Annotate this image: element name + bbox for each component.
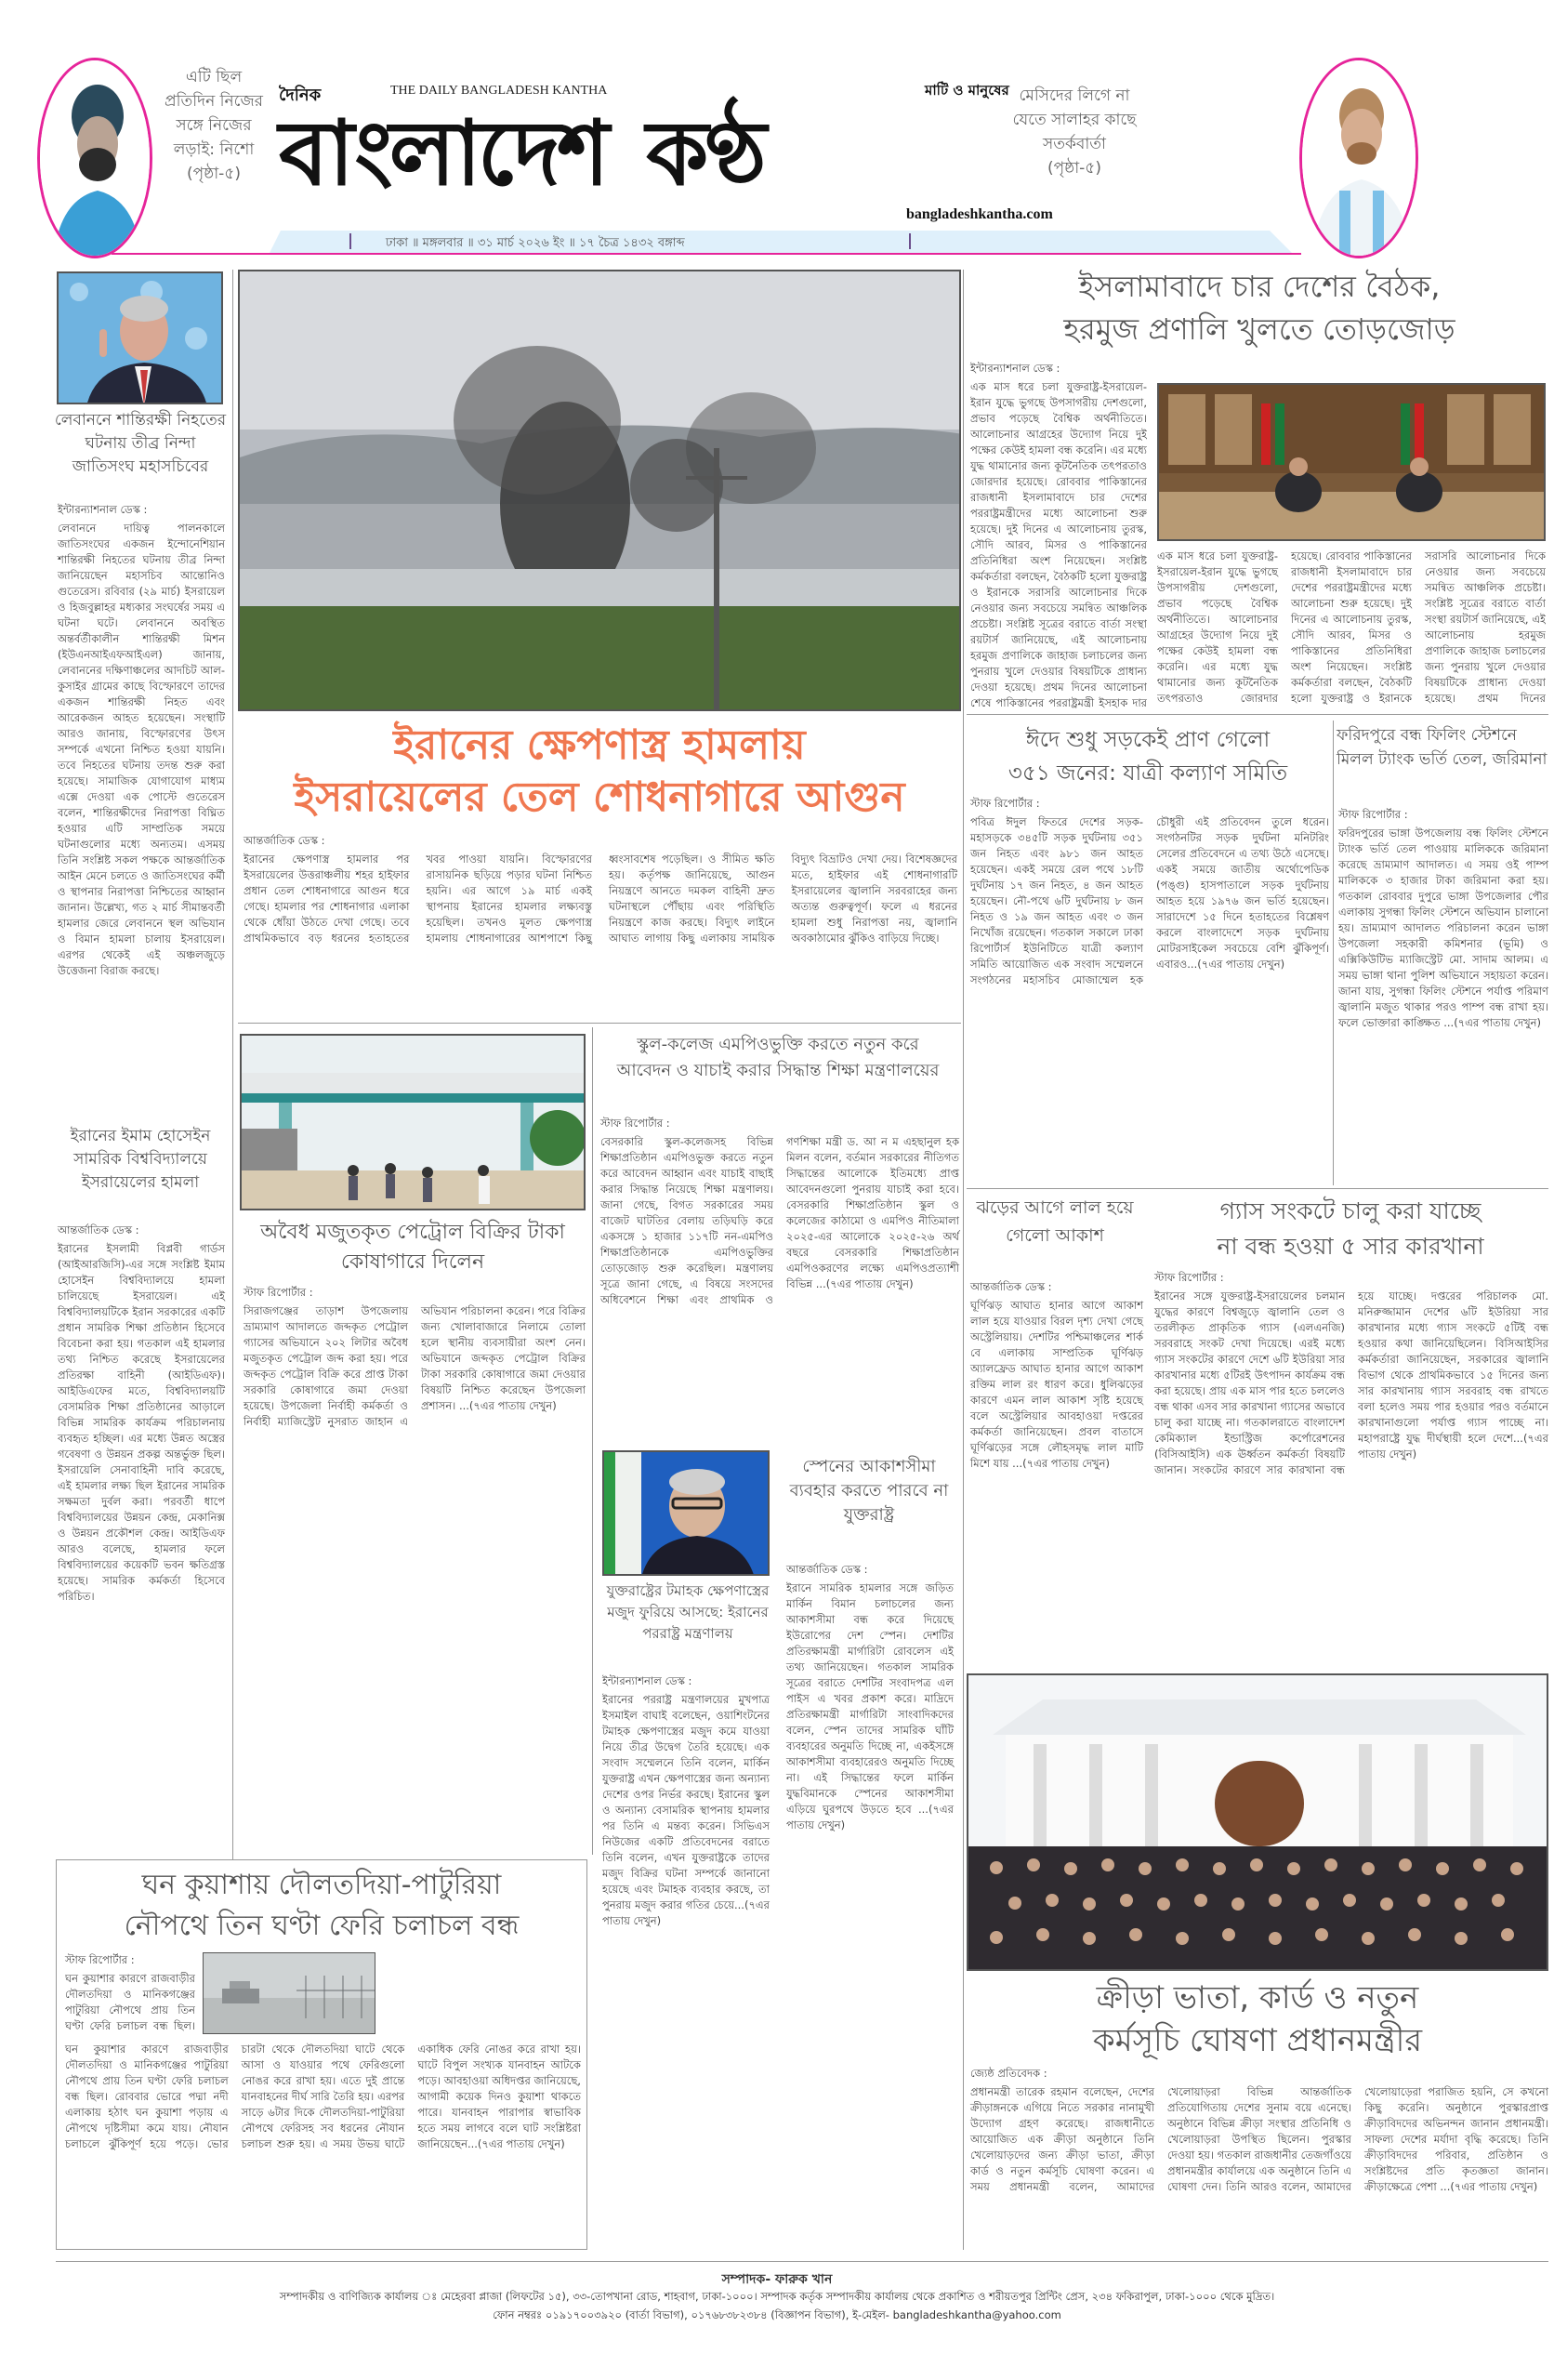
- islamabad-body-col1-text: এক মাস ধরে চলা যুক্তরাষ্ট্র-ইসরায়েল-ইরান যুদ্ধে ভুগছে উপসাগরীয় দেশগুলো, প্রভাব পড়েছে বৈশ্বিক অর্থনীতিতে। আলোচনার আগ্রহের উদ্যোগ নিয়ে দুই পক্ষের কেউই হামলা বন্ধ করেনি। এর মধ্যে যুদ্ধ থামানোর জন্য কূটনৈতিক তৎপরতাও জোরদার হয়েছে। রোববার পাকিস্তানের রাজধানী ইসলামাবাদে চার দেশের পররাষ্ট্রমন্ত্রীদের মধ্যে আলোচনা শুরু হয়েছে। দুই দিনের এ আলোচনায় তুরস্ক, সৌদি আরব, মিসর ও পাকিস্তানের প্রতিনিধিরা অংশ নিয়েছেন। সংশ্লিষ্ট কর্মকর্তারা বলছেন, বৈঠকটি হলো যুক্তরাষ্ট্র ও ইরানকে সরাসরি আলোচনার দিকে নেওয়ার জন্য সবচেয়ে সমন্বিত আঞ্চলিক প্রচেষ্টা। সংশ্লিষ্ট সূত্রের বরাতে বার্তা সংস্থা রয়টার্স জানিয়েছে, এই আলোচনায় হরমুজ প্রণালিকে জাহাজ চলাচলের জন্য পুনরায় খুলে দেওয়ার বিষয়টিকে প্রাধান্য দেওয়া হয়েছে। প্রথম দিনের আলোচনা শেষে পাকিস্তানের পররাষ্ট্রমন্ত্রী ইসহাক দার: [970, 380, 1147, 709]
- storm-body: ঘূর্ণিঝড় আঘাত হানার আগে আকাশ লাল হয়ে যাওয়ার বিরল দৃশ্য দেখা গেছে অস্ট্রেলিয়ায়। দেশটির পশ্চিমাঞ্চলের শার্ক বে এলাকায় সাম্প্রতিক ঘূর্ণিঝড় অ্যালফ্রেড আঘাত হানার আগে আকাশ রক্তিম লাল রং ধারণ করে। ধুলিঝড়ের কারণে এমন লাল আকাশ সৃষ্টি হয়েছে বলে অস্ট্রেলিয়ার আবহাওয়া দপ্তরের কর্মকর্তা জানিয়েছেন। প্রবল বাতাসে ঘূর্ণিঝড়ের সঙ্গে লৌহসমৃদ্ধ লাল মাটি মিশে যায় ...(৭এর পাতায় দেখুন): [970, 1299, 1143, 1470]
- lead-headline-line2: ইসরায়েলের তেল শোধনাগারে আগুন: [294, 774, 905, 821]
- lead-byline: আন্তর্জাতিক ডেস্ক :: [244, 834, 325, 847]
- sports-byline: জ্যেষ্ঠ প্রতিবেদক :: [970, 2067, 1047, 2080]
- spain-body: ইরানে সামরিক হামলার সঙ্গে জড়িত মার্কিন বিমান চলাচলের জন্য আকাশসীমা বন্ধ করে দিয়েছে ইউরোপের দেশ স্পেন। দেশটির প্রতিরক্ষামন্ত্রী মার্গারিটা রোবলেস এই তথ্য জানিয়েছেন। গতকাল সামরিক সূত্রের বরাতে দেশটির সংবাদপত্র এল পাইস এ খবর প্রকাশ করে। মাদ্রিদে প্রতিরক্ষামন্ত্রী মার্গারিটা সাংবাদিকদের বলেন, স্পেন তাদের সামরিক ঘাঁটি ব্যবহারের অনুমতি দিচ্ছে না, একইসঙ্গে আকাশসীমা ব্যবহারেরও অনুমতি দিচ্ছে না। এই সিদ্ধান্তের ফলে মার্কিন যুদ্ধবিমানকে স্পেনের আকাশসীমা এড়িয়ে ঘুরপথে উড়তে হবে ...(৭এর পাতায় দেখুন): [786, 1581, 954, 1831]
- smoke-over-refinery-photo-icon: [240, 271, 961, 711]
- column-divider: [232, 270, 233, 1859]
- ferry-in-fog-photo-icon: [204, 1953, 375, 2034]
- tomahawk-body: ইরানের পররাষ্ট্র মন্ত্রণালয়ের মুখপাত্র ইসমাইল বাঘাই বলেছেন, ওয়াশিংটনের টমাহক ক্ষেপণাস্ত্রের মজুদ কমে যাওয়া নিয়ে তীব্র উদ্বেগ তৈরি হয়েছে। এক সংবাদ সম্মেলনে তিনি বলেন, মার্কিন যুক্তরাষ্ট্র এখন ক্ষেপণাস্ত্রের জন্য অন্যান্য দেশের ওপর নির্ভর করছে। ইরানের স্কুল ও অন্যান্য বেসামরিক স্থাপনায় হামলার পর তিনি এ মন্তব্য করেন। সিভিএস নিউজের একটি প্রতিবেদনের বরাতে তিনি বলেন, এখন যুক্তরাষ্ট্রকে তাদের মজুদ বিক্রির ঘটনা সম্পর্কে জানানো হয়েছে এবং টমাহক ব্যবহার করছে, তা পুনরায় মজুদ করার গতির চেয়ে...(৭এর পাতায় দেখুন): [602, 1693, 770, 1927]
- mpo-body: [600, 1134, 959, 1308]
- fog-headline[interactable]: [58, 1865, 586, 1947]
- fog-headline-line1: ঘন কুয়াশায় দৌলতদিয়া-পাটুরিয়া: [141, 1869, 502, 1901]
- islamabad-body-col1: [970, 379, 1147, 711]
- teaser-photo-left[interactable]: [37, 58, 152, 258]
- lead-bottom-rule: [238, 1023, 961, 1024]
- lead-photo-refinery-fire[interactable]: [238, 270, 961, 711]
- eid-body: [970, 814, 1329, 988]
- iran-foreign-ministry-spokesman-photo-icon: [604, 1452, 770, 1576]
- sports-headline-line1: ক্রীড়া ভাতা, কার্ড ও নতুন: [1096, 1979, 1419, 2016]
- gas-body: [1154, 1289, 1548, 1478]
- gas-byline: স্টাফ রিপোর্টার :: [1154, 1271, 1224, 1284]
- teaser-left-page: (পৃষ্ঠা-৫): [187, 165, 241, 183]
- islamabad-body-cols: [1157, 549, 1546, 707]
- imam-headline[interactable]: ইরানের ইমাম হোসেইন সামরিক বিশ্ববিদ্যালয়ে ইসরায়েলের হামলা: [70, 1127, 211, 1192]
- mpo-headline-line2: আবেদন ও যাচাই করার সিদ্ধান্ত শিক্ষা মন্ত্রণালয়ের: [616, 1061, 940, 1080]
- iran-spokesman-photo[interactable]: [602, 1450, 770, 1576]
- lebanon-body: লেবাননে দায়িত্ব পালনকালে জাতিসংঘের একজন ইন্দোনেশিয়ান শান্তিরক্ষী নিহতের ঘটনায় তীব্র নিন্দা জানিয়েছেন মহাসচিব আন্তোনিও গুতেরেস। রবিবার (২৯ মার্চ) ইসরায়েল ও হিজবুল্লাহর মধ্যকার সংঘর্ষের সময় এ ঘটনা ঘটে। লেবাননে অবস্থিত অন্তর্বর্তীকালীন শান্তিরক্ষী মিশন (ইউএনআইএফআইএল) জানায়, লেবাননের দক্ষিণাঞ্চলের আদচিট আল-কুসাইর গ্রামের কাছে বিস্ফোরণে তাদের একজন শান্তিরক্ষী নিহত এবং আরেকজন আহত হয়েছেন। সংস্থাটি আরও জানায়, বিস্ফোরণের উৎস সম্পর্কে এখনো নিশ্চিত হওয়া যায়নি। তবে নিহতের ঘটনায় তদন্ত শুরু করা হয়েছে। সামাজিক যোগাযোগ মাধ্যম এক্সে দেওয়া এক পোস্টে গুতেরেস বলেন, শান্তিরক্ষীদের নিরাপত্তা বিঘ্নিত হওয়ার এটি সাম্প্রতিক সময়ে ঘটনাগুলোর মধ্যে অন্যতম। এসময় তিনি সংশ্লিষ্ট সকল পক্ষকে আন্তর্জাতিক আইন মেনে চলতে ও জাতিসংঘের কর্মী ও স্থাপনার নিরাপত্তা নিশ্চিতের আহ্বান জানান। উল্লেখ্য, গত ২ মার্চ সীমান্তবর্তী হামলার জেরে লেবাননে স্থল অভিযান ও বিমান হামলা চালায় ইসরায়েল। এরপর থেকেই এই অঞ্চলজুড়ে উত্তেজনা বিরাজ করছে।: [58, 522, 225, 977]
- mpo-body-text: বেসরকারি স্কুল-কলেজসহ বিভিন্ন শিক্ষাপ্রতিষ্ঠান এমপিওভুক্ত করতে নতুন করে আবেদন আহ্বান এবং যাচাই বাছাই করার সিদ্ধান্ত নিয়েছে শিক্ষা মন্ত্রণালয়। জানা গেছে, বিগত সরকারের সময় বাজেট ঘাটতির বেলায় তড়িঘড়ি করে একসঙ্গে ১ হাজার ১১৭টি নন-এমপিও শিক্ষাপ্রতিষ্ঠানকে এমপিওভুক্তির তোড়জোড় শুরু করেছিল। মন্ত্রণালয় সূত্রে জানা গেছে, এ বিষয়ে সংসদের অধিবেশনে শিক্ষা এবং প্রাথমিক ও গণশিক্ষা মন্ত্রী ড. আ ন ম এহছানুল হক মিলন বলেন, বর্তমান সরকারের নীতিগত সিদ্ধান্তের আলোকে ইতিমধ্যে প্রাপ্ত আবেদনগুলো পুনরায় যাচাই করা হবে। বেসরকারি শিক্ষাপ্রতিষ্ঠান স্কুল ও কলেজের কাঠামো ও এমপিও নীতিমালা ২০২৫-এর আলোকে ২০২৫-২৬ অর্থ বছরে বেসরকারি শিক্ষাপ্রতিষ্ঠান এমপিওকরণের লক্ষ্যে এমপিওপ্রত্যাশী বিভিন্ন ...(৭এর পাতায় দেখুন): [600, 1135, 959, 1306]
- teaser-right[interactable]: [1009, 84, 1139, 180]
- lebanon-byline: ইন্টারন্যাশনাল ডেস্ক :: [58, 503, 148, 516]
- masthead-website[interactable]: bangladeshkantha.com: [906, 206, 1053, 222]
- teaser-left-text: এটি ছিল প্রতিদিন নিজের সঙ্গে নিজের লড়াই: নিশো: [164, 68, 264, 159]
- fog-body-col1: [65, 1971, 195, 2034]
- spain-headline[interactable]: স্পেনের আকাশসীমা ব্যবহার করতে পারবে না যুক্তরাষ্ট্র: [789, 1457, 949, 1525]
- gas-headline[interactable]: [1151, 1194, 1550, 1264]
- sports-headline-line2: কর্মসূচি ঘোষণা প্রধানমন্ত্রীর: [1092, 2022, 1423, 2059]
- teaser-right-text: মেসিদের লিগে না যেতে সালাহর কাছে সতর্কবার্তা: [1012, 86, 1137, 153]
- date-band-divider-right: [909, 233, 911, 249]
- sports-body-text: প্রধানমন্ত্রী তারেক রহমান বলেছেন, দেশের ক্রীড়াঙ্গনকে এগিয়ে নিতে সরকার নানামুখী উদ্যোগ গ্রহণ করেছে। রাজধানীতে আয়োজিত এক ক্রীড়া অনুষ্ঠানে তিনি খেলোয়াড়দের জন্য ক্রীড়া ভাতা, ক্রীড়া কার্ড ও নতুন কর্মসূচি ঘোষণা করেন। এ সময় প্রধানমন্ত্রী বলেন, আমাদের খেলোয়াড়রা বিভিন্ন আন্তর্জাতিক প্রতিযোগিতায় দেশের সুনাম বয়ে এনেছে। অনুষ্ঠানে বিভিন্ন ক্রীড়া সংস্থার প্রতিনিধি ও খেলোয়াড়রা উপস্থিত ছিলেন। পুরস্কার দেওয়া হয়। গতকাল রাজধানীর তেজগাঁওয়ে প্রধানমন্ত্রীর কার্যালয়ে এক অনুষ্ঠানে তিনি এ ঘোষণা দেন। তিনি আরও বলেন, আমাদের খেলোয়াড়েরা পরাজিত হয়নি, সে কখনো কিছু করেনি। অনুষ্ঠানে পুরস্কারপ্রাপ্ত ক্রীড়াবিদদের অভিনন্দন জানান প্রধানমন্ত্রী। সাফল্য দেশের মর্যাদা বৃদ্ধি করেছে। তিনি ক্রীড়াবিদদের পরিবার, প্রতিষ্ঠান ও সংশ্লিষ্টদের প্রতি কৃতজ্ঞতা জানান। ক্রীড়াক্ষেত্রে পেশা ...(৭এর পাতায় দেখুন): [970, 2085, 1548, 2193]
- fog-body-main: [65, 2042, 581, 2152]
- mpo-byline: স্টাফ রিপোর্টার :: [600, 1117, 670, 1130]
- islamabad-headline-line2: হরমুজ প্রণালি খুলতে তোড়জোড়: [1063, 311, 1455, 347]
- petrol-station-photo[interactable]: [240, 1034, 586, 1210]
- teaser-right-page: (পৃষ্ঠা-৫): [1047, 159, 1101, 178]
- dateline: ঢাকা ॥ মঙ্গলবার ॥ ৩১ মার্চ ২০২৬ ইং ॥ ১৭ চৈত্র ১৪৩২ বঙ্গাব্দ: [386, 236, 685, 250]
- sports-ceremony-photo[interactable]: [967, 1673, 1548, 1971]
- gas-body-text: ইরানের সঙ্গে যুক্তরাষ্ট্র-ইসরায়েলের চলমান যুদ্ধের কারণে বিশ্বজুড়ে জ্বালানি তেল ও তরলীকৃত প্রাকৃতিক গ্যাস (এলএনজি) সরবরাহে সংকট দেখা দিয়েছে। এরই মধ্যে গ্যাস সংকটের কারণে দেশে ৬টি ইউরিয়া সার কারখানার মধ্যে ৫টিরই উৎপাদন কার্যক্রম বন্ধ করা হয়েছে। প্রায় এক মাস পার হতে চললেও বন্ধ থাকা এসব সার কারখানা গ্যাসের অভাবে চালু করা যাচ্ছে না। গতকালরাতে বাংলাদেশ কেমিক্যাল ইন্ডাস্ট্রিজ কর্পোরেশনের (বিসিআইসি) এক ঊর্ধ্বতন কর্মকর্তা বিষয়টি জানান। সংকটের কারণে সার কারখানা বন্ধ হয়ে যাচ্ছে। দপ্তরের পরিচালক মো. মনিরুজ্জামান দেশের ৬টি ইউরিয়া সার কারখানার মধ্যে গ্যাস সংকটে ৫টিই বন্ধ হওয়ার কথা জানিয়েছিলেন। বিসিআইসির কর্মকর্তারা জানিয়েছেন, সরকারের জ্বালানি বিভাগ থেকে প্রাথমিকভাবে ১৫ দিনের জন্য সার কারখানায় গ্যাস সরবরাহ বন্ধ রাখতে বলা হলেও সময় পার হওয়ার পরও বর্তমানে কারখানাগুলো পর্যাপ্ত গ্যাস পাচ্ছে না। মহাপরাষ্ট্রে যুদ্ধ দীর্ঘস্থায়ী হলে দেশে...(৭এর পাতায় দেখুন): [1154, 1289, 1548, 1476]
- footer-rule: [56, 2261, 1548, 2262]
- islamabad-meeting-photo[interactable]: [1157, 383, 1546, 541]
- footer-editor: সম্পাদক- ফারুক খান: [721, 2272, 833, 2287]
- masthead-rule: [112, 253, 1301, 255]
- eid-headline-line2: ৩৫১ জনের: যাত্রী কল্যাণ সমিতি: [1007, 761, 1288, 786]
- lebanon-headline[interactable]: লেবাননে শান্তিরক্ষী নিহতের ঘটনায় তীব্র নিন্দা জাতিসংঘ মহাসচিবের: [54, 411, 227, 476]
- islamabad-byline: ইন্টারন্যাশনাল ডেস্ক :: [970, 362, 1060, 375]
- filling-station-crowd-photo-icon: [242, 1036, 586, 1210]
- foreign-ministers-meeting-photo-icon: [1159, 385, 1546, 541]
- storm-headline[interactable]: ঝড়ের আগে লাল হয়ে গেলো আকাশ: [976, 1197, 1134, 1246]
- column-divider: [592, 1027, 593, 1855]
- petrol-body: [244, 1303, 586, 1430]
- fog-body-text: ঘন কুয়াশার কারণে রাজবাড়ীর দৌলতদিয়া ও মানিকগঞ্জের পাটুরিয়া নৌপথে প্রায় তিন ঘণ্টা ফেরি চলাচল বন্ধ ছিল। রোববার ভোরে পদ্মা নদী এলাকায় হঠাৎ ঘন কুয়াশা পড়ায় এ নৌপথে দৃষ্টিসীমা কমে যায়। নৌযান চলাচলে ঝুঁকিপূর্ণ হয়ে পড়ে। ভোর চারটা থেকে দৌলতদিয়া ঘাটে থেকে আসা ও যাওয়ার পথে ফেরিগুলো নোঙর করে রাখা হয়। এতে দুই প্রান্তে যানবাহনের দীর্ঘ সারি তৈরি হয়। এরপর সাড়ে ৬টার দিকে দৌলতদিয়া-পাটুরিয়া নৌপথে ফেরিসহ সব ধরনের নৌযান চলাচল শুরু হয়। এ সময় উভয় ঘাটে একাধিক ফেরি নোঙর করে রাখা হয়। ঘাটে বিপুল সংখ্যক যানবাহন আটকে পড়ে। আবহাওয়া অধিদপ্তর জানিয়েছে, আগামী কয়েক দিনও কুয়াশা থাকতে পারে। যানবাহন পারাপার স্বাভাবিক হতে সময় লাগবে বলে ঘাট সংশ্লিষ্টরা জানিয়েছেন...(৭এর পাতায় দেখুন): [65, 2043, 581, 2150]
- column-divider: [1333, 721, 1334, 1185]
- gas-headline-line1: গ্যাস সংকটে চালু করা যাচ্ছে: [1219, 1197, 1482, 1224]
- guterres-photo[interactable]: [57, 271, 223, 404]
- tomahawk-byline: ইন্টারন্যাশনাল ডেস্ক :: [602, 1674, 692, 1687]
- man-portrait-icon: [40, 60, 152, 258]
- imam-byline: আন্তর্জাতিক ডেস্ক :: [58, 1223, 139, 1236]
- footer-address: সম্পাদকীয় ও বাণিজ্যিক কার্যালয় ঃ মেহেরবা প্লাজা (লিফটের ১৫), ৩৩-তোপখানা রোড, শাহবাগ, ঢাকা-১০০০। সম্পাদক কর্তৃক সম্পাদকীয় কার্যালয় থেকে প্রকাশিত ও শরীয়তপুর প্রিন্টিং প্রেস, ২৩৪ ফকিরাপুল, ঢাকা-১০০০ থেকে মুদ্রিত।: [279, 2290, 1275, 2303]
- footballer-portrait-icon: [1302, 60, 1418, 258]
- islamabad-headline-line1: ইসলামাবাদে চার দেশের বৈঠক,: [1078, 269, 1441, 304]
- petrol-byline: স্টাফ রিপোর্টার :: [244, 1286, 313, 1299]
- petrol-body-text: সিরাজগঞ্জের তাড়াশ উপজেলায় ভ্রাম্যমাণ আদালতে জব্দকৃত পেট্রোল গ্যাসের অভিযানে ২০২ লিটার অবৈধ মজুতকৃত পেট্রোল জব্দ করা হয়। পরে জব্দকৃত পেট্রোল বিক্রি করে প্রাপ্ত টাকা সরকারি কোষাগারে জমা দেওয়া হয়েছে। উপজেলা নির্বাহী কর্মকর্তা ও নির্বাহী ম্যাজিস্ট্রেট নুসরাত জাহান এ অভিযান পরিচালনা করেন। পরে বিক্রির জন্য খোলাবাজারে নিলামে তোলা হলে স্থানীয় ব্যবসায়ীরা অংশ নেন। অভিযানে জব্দকৃত পেট্রোল বিক্রির টাকা সরকারি কোষাগারে জমা দেওয়ার বিষয়টি নিশ্চিত করেছেন উপজেলা প্রশাসন। ...(৭এর পাতায় দেখুন): [244, 1304, 586, 1428]
- islamabad-body-continued: এক মাস ধরে চলা যুক্তরাষ্ট্র-ইসরায়েল-ইরান যুদ্ধে ভুগছে উপসাগরীয় দেশগুলো, প্রভাব পড়েছে বৈশ্বিক অর্থনীতিতে। আলোচনার আগ্রহের উদ্যোগ নিয়ে দুই পক্ষের কেউই হামলা বন্ধ করেনি। এর মধ্যে যুদ্ধ থামানোর জন্য কূটনৈতিক তৎপরতাও জোরদার হয়েছে। রোববার পাকিস্তানের রাজধানী ইসলামাবাদে চার দেশের পররাষ্ট্রমন্ত্রীদের মধ্যে আলোচনা শুরু হয়েছে। দুই দিনের এ আলোচনায় তুরস্ক, সৌদি আরব, মিসর ও পাকিস্তানের প্রতিনিধিরা অংশ নিয়েছেন। সংশ্লিষ্ট কর্মকর্তারা বলছেন, বৈঠকটি হলো যুক্তরাষ্ট্র ও ইরানকে সরাসরি আলোচনার দিকে নেওয়ার জন্য সবচেয়ে সমন্বিত আঞ্চলিক প্রচেষ্টা। সংশ্লিষ্ট সূত্রের বরাতে বার্তা সংস্থা রয়টার্স জানিয়েছে, এই আলোচনায় হরমুজ প্রণালিকে জাহাজ চলাচলের জন্য পুনরায় খুলে দেওয়ার বিষয়টিকে প্রাধান্য দেওয়া হয়েছে। প্রথম দিনের: [1157, 549, 1546, 705]
- storm-byline: আন্তর্জাতিক ডেস্ক :: [970, 1280, 1052, 1293]
- un-secretary-general-photo-icon: [59, 273, 223, 404]
- fog-ferry-photo[interactable]: [203, 1952, 375, 2034]
- faridpur-byline: স্টাফ রিপোর্টার :: [1338, 808, 1408, 821]
- masthead-english-title: THE DAILY BANGLADESH KANTHA: [390, 84, 608, 98]
- logo-part1: বাংলাদেশ: [279, 101, 606, 205]
- fog-headline-line2: নৌপথে তিন ঘণ্টা ফেরি চলাচল বন্ধ: [124, 1910, 520, 1942]
- gas-headline-line2: না বন্ধ হওয়া ৫ সার কারখানা: [1217, 1233, 1484, 1260]
- eid-byline: স্টাফ রিপোর্টার :: [970, 797, 1040, 810]
- islamabad-headline[interactable]: [967, 265, 1552, 350]
- teaser-left[interactable]: [160, 65, 268, 186]
- eid-headline-line1: ঈদে শুধু সড়কেই প্রাণ গেলো: [1025, 728, 1271, 752]
- faridpur-headline[interactable]: ফরিদপুরে বন্ধ ফিলিং স্টেশনে মিলল ট্যাংক ভর্তি তেল, জরিমানা: [1337, 726, 1547, 769]
- petrol-headline[interactable]: অবৈধ মজুতকৃত পেট্রোল বিক্রির টাকা কোষাগারে দিলেন: [260, 1221, 565, 1274]
- islamabad-bottom-rule: [967, 714, 1548, 715]
- masthead-prefix: দৈনিক: [279, 86, 322, 105]
- column-divider: [963, 270, 964, 2250]
- lead-headline-line1: ইরানের ক্ষেপণাস্ত্র হামলায়: [393, 721, 806, 769]
- mpo-headline-line1: স্কুল-কলেজ এমপিওভুক্তি করতে নতুন করে: [637, 1035, 919, 1054]
- mpo-headline[interactable]: [597, 1032, 959, 1084]
- eid-headline[interactable]: [967, 723, 1329, 790]
- masthead-tagline: মাটি ও মানুষের: [925, 82, 1009, 99]
- fog-body-intro: ঘন কুয়াশার কারণে রাজবাড়ীর দৌলতদিয়া ও মানিকগঞ্জের পাটুরিয়া নৌপথে প্রায় তিন ঘণ্টা ফেরি চলাচল বন্ধ ছিল।: [65, 1972, 195, 2032]
- lead-body: [244, 852, 957, 946]
- spain-byline: আন্তর্জাতিক ডেস্ক :: [786, 1563, 868, 1576]
- faridpur-body: ফরিদপুরের ভাঙ্গা উপজেলায় বন্ধ ফিলিং স্টেশনে ট্যাংক ভর্তি তেল পাওয়ায় মালিককে জরিমানা করেছে ভ্রাম্যমাণ আদালত। এ সময় ওই পাম্প মালিককে ৩ হাজার টাকা জরিমানা করা হয়। গতকাল রোববার দুপুরে ভাঙ্গা উপজেলার পৌর এলাকায় সুগন্ধা ফিলিং স্টেশনে অভিযান চালানো হয়। ভ্রাম্যমাণ আদালত পরিচালনা করেন ভাঙ্গা উপজেলা সহকারী কমিশনার (ভূমি) ও এক্সিকিউটিভ ম্যাজিস্ট্রেট মো. সাদাম আলম। এ সময় ভাঙ্গা থানা পুলিশ অভিযানে সহায়তা করেন। জানা যায়, সুগন্ধা ফিলিং স্টেশনে পর্যাপ্ত পরিমাণ জ্বালানি মজুত থাকার পরও পাম্প বন্ধ রাখা হয়। ফলে ভোক্তারা কাঙ্ক্ষিত ...(৭এর পাতায় দেখুন): [1338, 826, 1548, 1029]
- lead-headline[interactable]: [238, 720, 961, 824]
- date-band-divider-left: [349, 233, 351, 249]
- sports-headline[interactable]: [967, 1977, 1548, 2062]
- tomahawk-headline[interactable]: যুক্তরাষ্ট্রের টমাহক ক্ষেপণাস্ত্রের মজুদ ফুরিয়ে আসছে: ইরানের পররাষ্ট্র মন্ত্রণালয়: [606, 1582, 770, 1642]
- newspaper-logo[interactable]: [279, 102, 763, 205]
- teaser-photo-right[interactable]: [1299, 58, 1418, 258]
- fog-byline: স্টাফ রিপোর্টার :: [65, 1953, 135, 1966]
- footer-contact[interactable]: ফোন নম্বরঃ ০১৯১৭০০৩৯২০ (বার্তা বিভাগ), ০১৭৬৮৩৮২৩৮৪ (বিজ্ঞাপন বিভাগ), ই-মেইল- bangladeshkantha@yahoo.com: [493, 2308, 1061, 2321]
- lead-body-text: ইরানের ক্ষেপণাস্ত্র হামলার পর ইসরায়েলের উত্তরাঞ্চলীয় শহর হাইফার প্রধান তেল শোধনাগারে আগুন ধরে গেছে। হামলার পর শোধনাগার এলাকা থেকে ধোঁয়া উঠতে দেখা গেছে। তবে প্রাথমিকভাবে বড় ধরনের হতাহতের খবর পাওয়া যায়নি। বিস্ফোরণের রাসায়নিক ছড়িয়ে পড়ার ঘটনা নিশ্চিত হয়নি। এর আগে ১৯ মার্চ একই স্থাপনায় ইরানের হামলার লক্ষ্যবস্তু হয়েছিল। তখনও মূলত ক্ষেপণাস্ত্র হামলায় শোধনাগারের আশপাশে কিছু ধ্বংসাবশেষ পড়েছিল। ও সীমিত ক্ষতি হয়। কর্তৃপক্ষ জানিয়েছে, আগুন নিয়ন্ত্রণে আনতে দমকল বাহিনী দ্রুত ঘটনাস্থলে পৌঁছায় এবং পরিস্থিতি নিয়ন্ত্রণে কাজ করছে। বিদ্যুৎ লাইনে আঘাত লাগায় কিছু এলাকায় সাময়িক বিদ্যুৎ বিভ্রাটও দেখা দেয়। বিশেষজ্ঞদের মতে, হাইফার এই শোধনাগারটি ইসরায়েলের জ্বালানি সরবরাহের জন্য অত্যন্ত গুরুত্বপূর্ণ। ফলে এ ধরনের হামলা শুধু নিরাপত্তা নয়, জ্বালানি অবকাঠামোর ঝুঁকিও বাড়িয়ে দিচ্ছে।: [244, 853, 957, 945]
- athletes-group-photo-icon: [968, 1675, 1548, 1971]
- logo-part2: কণ্ঠ: [646, 101, 763, 205]
- faridpur-bottom-rule: [967, 1188, 1548, 1189]
- eid-body-text: পবিত্র ঈদুল ফিতরে দেশের সড়ক-মহাসড়কে ৩৪৫টি সড়ক দুর্ঘটনায় ৩৫১ জন নিহত এবং ৯৮১ জন আহত হয়েছেন। একই সময়ে রেল পথে ১৮টি দুর্ঘটনায় ১৭ জন নিহত, ৪ জন আহত হয়েছেন। নৌ-পথে ৬টি দুর্ঘটনায় ৮ জন নিহত ও ১৯ জন আহত এবং ৩ জন নিখোঁজ রয়েছেন। গতকাল সকালে ঢাকা রিপোর্টার্স ইউনিটিতে যাত্রী কল্যাণ সমিতি আয়োজিত এক সংবাদ সম্মেলনে সংগঠনের মহাসচিব মোজাম্মেল হক চৌধুরী এই প্রতিবেদন তুলে ধরেন। সংগঠনটির সড়ক দুর্ঘটনা মনিটরিং সেলের প্রতিবেদনে এ তথ্য উঠে এসেছে। একই সময়ে জাতীয় অর্থোপেডিক (পঙ্গু) হাসপাতালে সড়ক দুর্ঘটনায় আহত হয়ে ১৯৭৬ জন ভর্তি হয়েছেন। সারাদেশে ১৫ দিনে হতাহতের বিশ্লেষণ করলে বাংলাদেশে সড়ক দুর্ঘটনায় মোটরসাইকেল সবচেয়ে বেশি ঝুঁকিপূর্ণ। এবারও...(৭এর পাতায় দেখুন): [970, 815, 1329, 986]
- sports-body: [970, 2084, 1548, 2195]
- imam-body: ইরানের ইসলামী বিপ্লবী গার্ডস (আইআরজিসি)-এর সঙ্গে সংশ্লিষ্ট ইমাম হোসেইন বিশ্ববিদ্যালয়ে হামলা চালিয়েছে ইসরায়েল। এই বিশ্ববিদ্যালয়টিকে ইরান সরকারের একটি প্রধান সামরিক শিক্ষা প্রতিষ্ঠান হিসেবে বিবেচনা করা হয়। গতকাল এই হামলার তথ্য নিশ্চিত করেছে ইসরায়েলের প্রতিরক্ষা বাহিনী (আইডিএফ)। আইডিএফের মতে, বিশ্ববিদ্যালয়টি বেসামরিক শিক্ষা প্রতিষ্ঠানের আড়ালে বিভিন্ন সামরিক কার্যক্রম পরিচালনায় ব্যবহৃত হচ্ছিল। এর মধ্যে উন্নত অস্ত্রের গবেষণা ও উন্নয়ন প্রকল্প অন্তর্ভুক্ত ছিল। ইসরায়েলি সেনাবাহিনী দাবি করেছে, এই হামলার লক্ষ্য ছিল ইরানের সামরিক সক্ষমতা দুর্বল করা। পরবর্তী ধাপে বিশ্ববিদ্যালয়ের উন্নয়ন কেন্দ্র, মেকানিক্স ও উন্নয়ন প্রকৌশল কেন্দ্র। আইডিএফ আরও বলেছে, হামলার ফলে বিশ্ববিদ্যালয়ের কয়েকটি ভবন ক্ষতিগ্রস্ত হয়েছে। সামরিক কর্মকর্তা হিসেবে পরিচিত।: [58, 1242, 225, 1603]
